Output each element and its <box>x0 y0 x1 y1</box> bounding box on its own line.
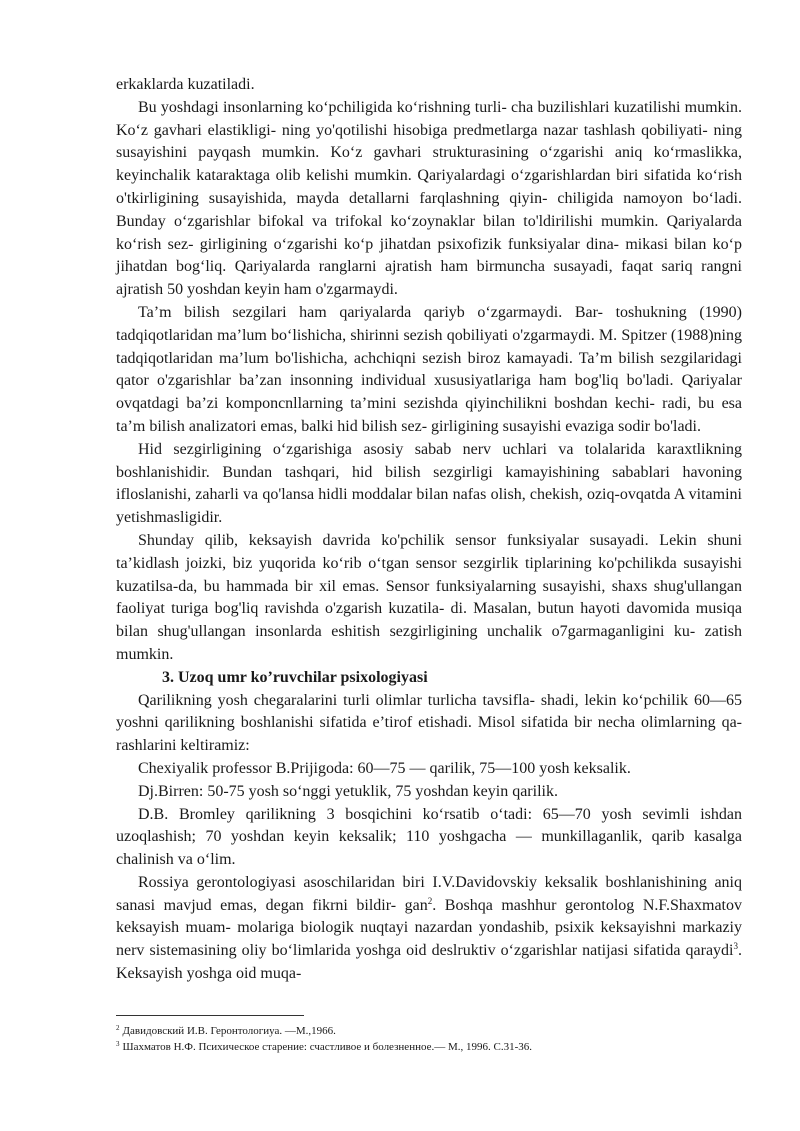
section-heading: 3. Uzoq umr ko’ruvchilar psixologiyasi <box>162 668 428 686</box>
paragraph-sensor-summary: Shunday qilib, keksayish davrida ko'pchilik sensor funksiyalar susayadi. Lekin shuni ta’kidlash joizki, biz yuqorida ko‘rib o‘tgan sensor sezgirlik tiplarining ko'pchilikda susayishi kuzatilsa-da, bu hammada bir xil emas. Sensor funksiyalarning susayishi, shaxs shug'ullangan faoliyat turiga bog'liq ravishda o'zgarish kuzatila- di. Masalan, butun hayoti davomida musiqa bilan shug'ullangan insonlarda eshitish sezgirligining unchalik o7garmaganligini ku- zatish mumkin. <box>116 531 742 663</box>
footnote-number: 3 <box>116 1040 120 1048</box>
footnote-text: Давидовский И.В. Геронтологиуа. —М.,1966. <box>122 1025 336 1037</box>
paragraph-text-part: . Keksayish yoshga oid muqa- <box>116 942 742 983</box>
footnote-divider <box>116 1015 304 1016</box>
body-text <box>116 74 742 986</box>
paragraph-continuation: erkaklarda kuzatiladi. <box>116 76 255 93</box>
footnote-ref[interactable]: 3 <box>733 941 738 952</box>
paragraph-bromley: D.B. Bromley qarilikning 3 bosqichini ko‘rsatib o‘tadi: 65—70 yosh sevimli ishdan uzoqlashish; 70 yoshdan keyin keksalik; 110 yoshgacha — munkillaganlik, qarib kasalga chalinish va o‘lim. <box>116 805 742 869</box>
paragraph-age-limits: Qarilikning yosh chegaralarini turli olimlar turlicha tavsifla- shadi, lekin ko‘pchilik 60—65 yoshni qarilikning boshlanishi sifatida e’tirof etishadi. Misol sifatida bir necha olimlarning qa- rashlarini keltiramiz: <box>116 691 742 755</box>
footnote-text: Шахматов Н.Ф. Психическое старение: счастливое и болезненное.— М., 1996. С.31-36. <box>122 1041 533 1053</box>
footnote-item <box>116 1023 742 1039</box>
footnote-item <box>116 1039 742 1055</box>
paragraph-text-part: Rossiya gerontologiyasi asoschilaridan biri I.V.Davidovskiy keksalik boshlanishining aniq sanasi mavjud emas, degan fikrni bildir- gan <box>116 873 742 914</box>
footnote-ref[interactable]: 2 <box>427 895 433 906</box>
paragraph-gerontology <box>116 872 742 986</box>
footnotes <box>116 1023 742 1055</box>
paragraph-birren: Dj.Birren: 50-75 yosh so‘nggi yetuklik, 75 yoshdan keyin qarilik. <box>138 782 558 800</box>
paragraph-smell: Hid sezgirligining o‘zgarishiga asosiy sabab nerv uchlari va tolalarida karaxtlikning boshlanishidir. Bundan tashqari, hid bilish sezgirligi kamayishining sabablari havoning ifloslanishi, zaharli va qo'lansa hidli moddalar bilan nafas olish, chekish, oziq-ovqatda A vitamini yetishmasligidir. <box>116 440 742 527</box>
paragraph-taste: Ta’m bilish sezgilari ham qariyalarda qariyb o‘zgarmaydi. Bar- toshukning (1990) tadqiqotlaridan ma’lum bo‘lishicha, shirinni sezish qobiliyati o'zgarmaydi. M. Spitzer (1988)ning tadqiqotlaridan ma’lum bo'lishicha, achchiqni sezish biroz kamayadi. Ta’m bilish sezgilaridagi qator o'zgarishlar ba’zan insonning individual xususiyatlariga ham bog'liq bo'ladi. Qariyalar ovqatdagi ba’zi komponcnllarning ta’mini sezishda qiyinchilikni boshdan kechi- radi, bu esa ta’m bilish analizatori emas, balki hid bilish sez- girligining susayishi evaziga sodir bo'ladi. <box>116 303 742 435</box>
paragraph-prijigoda: Chexiyalik professor B.Prijigoda: 60—75 — qarilik, 75—100 yosh keksalik. <box>138 759 631 777</box>
paragraph-vision: Bu yoshdagi insonlarning ko‘pchiligida ko‘rishning turli- cha buzilishlari kuzatilishi mumkin. Ko‘z gavhari elastikligi- ning yo'qotilishi hisobiga predmetlarga nazar tashlash qobiliyati- ning susayishini payqash mumkin. Ko‘z gavhari strukturasining o‘zgarishi aniq ko‘rmaslikka, keyinchalik kataraktaga olib kelishi mumkin. Qariyalardagi o‘zgarishlardan biri sifatida ko‘rish o'tkirligining susayishida, mayda detallarni farqlashning qiyin- chiligida namoyon bo‘ladi. Bunday o‘zgarishlar bifokal va trifokal ko‘zoynaklar bilan to'ldirilishi mumkin. Qariyalarda ko‘rish sez- girligining o‘zgarishi ko‘p jihatdan psixofizik funksiyalar dina- mikasi bilan ko‘p jihatdan bog‘liq. Qariyalarda ranglarni ajratish ham birmuncha susayadi, faqat sariq rangni ajratish 50 yoshdan keyin ham o'zgarmaydi. <box>116 98 742 299</box>
footnote-number: 2 <box>116 1024 120 1032</box>
paragraph-text-part: . Boshqa mashhur gerontolog N.F.Shaxmatov keksayish muam- molariga biologik nuqtayi nazardan yondashib, psixik keksayishni markaziy nerv sistemasining oliy bo‘limlarida yoshga oid deslruktiv o‘zgarishlar natijasi sifatida qaraydi <box>116 896 742 960</box>
